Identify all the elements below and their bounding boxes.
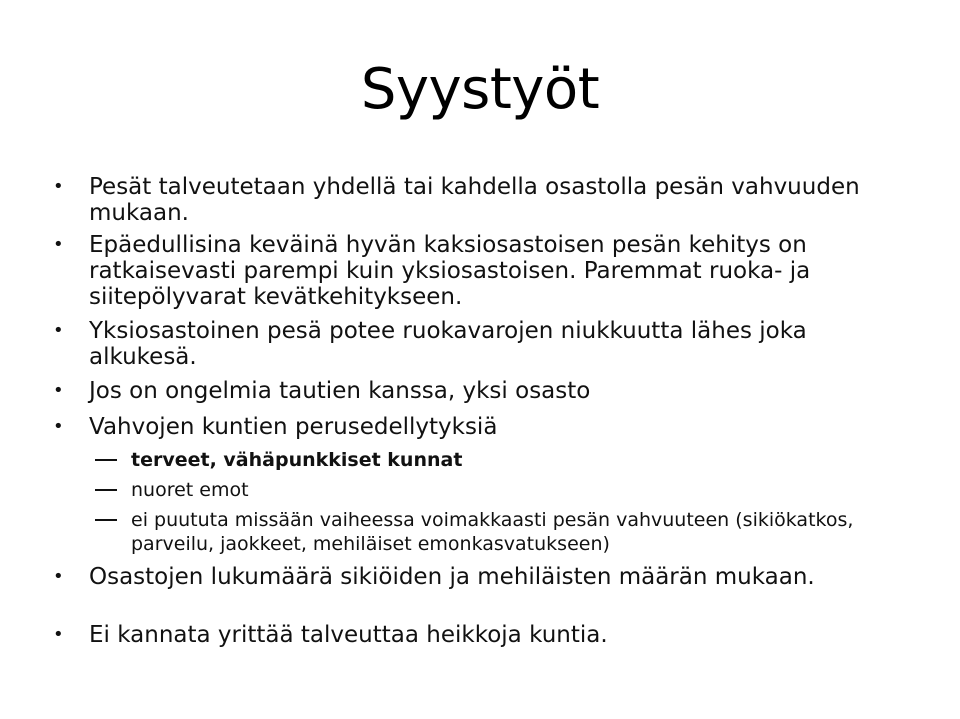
sub-list-item [131,508,891,556]
list-item [53,232,909,310]
dash-icon [95,489,117,491]
bullet-icon: • [53,320,64,341]
sub-list-item-text: nuoret emot [131,479,249,501]
slide-title: Syystyöt [360,57,600,122]
bullet-icon: • [53,380,64,401]
sub-list-item-text: ei puututa missään vaiheessa voimakkaasti pesän vahvuuteen (sikiökatkos, parveilu, jaokkeet, mehiläiset emonkasvatukseen) [131,509,854,555]
list-item [53,318,909,370]
bullet-icon: • [53,416,64,437]
dash-icon [95,519,117,521]
list-item-text: Osastojen lukumäärä sikiöiden ja mehiläisten määrän mukaan. [89,564,815,590]
bullet-icon: • [53,566,64,587]
list-item [53,622,909,648]
sub-list-item-text: terveet, vähäpunkkiset kunnat [131,449,463,471]
bullet-icon: • [53,176,64,197]
list-item-text: Pesät talveutetaan yhdellä tai kahdella osastolla pesän vahvuuden mukaan. [89,174,860,226]
list-item-text: Jos on ongelmia tautien kanssa, yksi osasto [89,378,591,404]
list-item-text: Ei kannata yrittää talveuttaa heikkoja kuntia. [89,622,608,648]
sub-list-item [131,478,891,502]
sub-list-item [131,448,891,472]
dash-icon [95,459,117,461]
list-item [53,378,909,404]
bullet-icon: • [53,624,64,645]
bullet-icon: • [53,234,64,255]
list-item-text: Vahvojen kuntien perusedellytyksiä [89,414,498,440]
list-item-text: Yksiosastoinen pesä potee ruokavarojen niukkuutta lähes joka alkukesä. [89,318,807,370]
list-item-text: Epäedullisina keväinä hyvän kaksiosastoisen pesän kehitys on ratkaisevasti parempi kuin yksiosastoisen. Paremmat ruoka- ja siitepölyvarat kevätkehitykseen. [89,232,811,310]
list-item [53,414,909,440]
list-item [53,174,909,226]
list-item [53,564,909,590]
